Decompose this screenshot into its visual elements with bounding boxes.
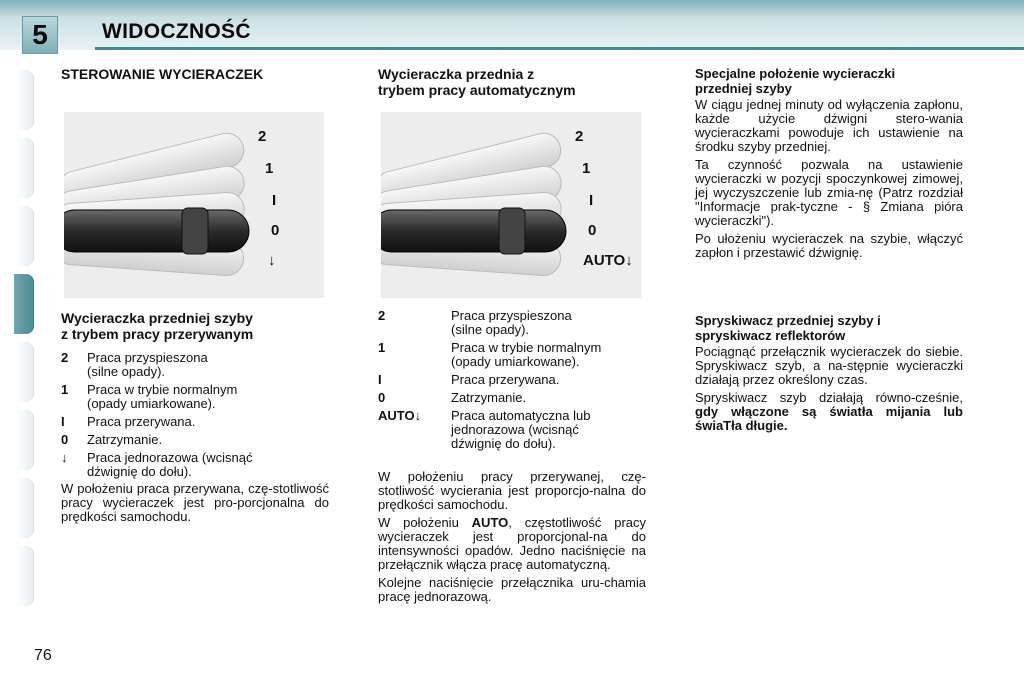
wiper-stalk-illustration-2 xyxy=(381,112,641,298)
text: W położeniu xyxy=(378,515,472,530)
section-title-special-position: przedniej szyby xyxy=(695,81,792,96)
note-text: W położeniu praca przerywana, czę-stotliwość pracy wycieraczek jest pro-porcjonalna do prędkości samochodu. xyxy=(61,481,329,524)
item-text: (opady umiarkowane). xyxy=(87,396,216,411)
section-title-intermittent: z trybem pracy przerywanym xyxy=(61,326,254,342)
section-intermittent xyxy=(61,310,329,342)
paragraph: Kolejne naciśnięcie przełącznika uru-chamia pracę jednorazową. xyxy=(378,575,646,604)
column-1 xyxy=(61,66,329,82)
item-text: Zatrzymanie. xyxy=(451,390,527,405)
section-title-washer: Spryskiwacz przedniej szyby i xyxy=(695,313,881,328)
list-item xyxy=(61,433,329,447)
section-title-intermittent: Wycieraczka przedniej szyby xyxy=(61,310,253,326)
item-text: jednorazowa (wcisnąć xyxy=(451,422,579,437)
item-key: I xyxy=(378,372,382,387)
section-title-automatic: Wycieraczka przednia z xyxy=(378,66,535,82)
wiper-stalk-illustration-1 xyxy=(64,112,324,298)
stalk-position-label: 1 xyxy=(582,160,591,177)
wiper-stalk-auto-icon xyxy=(381,112,641,298)
auto-explanation xyxy=(378,470,646,608)
stalk-position-label: 1 xyxy=(265,160,274,177)
section-title-automatic: trybem pracy automatycznym xyxy=(378,82,576,98)
list-item xyxy=(378,409,646,451)
section-washer xyxy=(695,313,963,343)
item-text: Praca w trybie normalnym xyxy=(451,340,602,355)
chapter-side-tabs xyxy=(14,70,34,615)
side-tab[interactable] xyxy=(14,342,34,402)
paragraph xyxy=(378,516,646,572)
stalk-position-label: 0 xyxy=(271,222,280,239)
side-tab[interactable] xyxy=(14,206,34,266)
paragraph xyxy=(695,391,963,433)
chapter-number-badge: 5 xyxy=(22,16,58,54)
wiper-stalk-icon xyxy=(64,112,324,298)
side-tab-active[interactable] xyxy=(14,274,34,334)
section-title-special-position: Specjalne położenie wycieraczki xyxy=(695,66,896,81)
list-item xyxy=(61,415,329,429)
item-text: Praca jednorazowa (wcisnąć xyxy=(87,450,253,465)
item-text: Praca automatyczna lub xyxy=(451,408,591,423)
stalk-position-label: 2 xyxy=(258,128,267,145)
positions-list-2 xyxy=(378,309,646,455)
side-tab[interactable] xyxy=(14,478,34,538)
list-item xyxy=(61,383,329,411)
paragraph: Po ułożeniu wycieraczek na szybie, włączyć zapłon i przestawić dźwignię. xyxy=(695,231,963,260)
item-text: Praca przerywana. xyxy=(451,372,560,387)
section-title-washer: spryskiwacz reflektorów xyxy=(695,328,846,343)
page-number: 76 xyxy=(34,647,52,664)
item-text: (silne opady). xyxy=(451,322,530,337)
stalk-position-label: AUTO↓ xyxy=(583,252,633,269)
stalk-position-label: I xyxy=(272,192,277,209)
list-item xyxy=(61,351,329,379)
side-tab[interactable] xyxy=(14,546,34,606)
section-title-wiper-controls: STEROWANIE WYCIERACZEK xyxy=(61,66,264,82)
side-tab[interactable] xyxy=(14,410,34,470)
text: , częstotliwość pracy wycieraczek jest proporcjonal-na do intensywności opadów. Jedno naciśnięcie na przełącznik włącza pracę automatyczną. xyxy=(378,515,646,572)
item-key: 0 xyxy=(378,390,386,405)
paragraph: W ciągu jednej minuty od wyłączenia zapłonu, każde użycie dźwigni stero-wania wycieraczkami powoduje ich ustawienie na środku szyby przedniej. xyxy=(695,97,963,154)
list-item xyxy=(378,309,646,337)
stalk-position-label: I xyxy=(589,192,594,209)
item-key: AUTO↓ xyxy=(378,408,422,423)
item-key: 2 xyxy=(61,350,69,365)
item-text: Praca w trybie normalnym xyxy=(87,382,238,397)
item-text: Praca przyspieszona xyxy=(87,350,208,365)
list-item xyxy=(378,391,646,405)
paragraph: W położeniu pracy przerywanej, czę-stotliwość wycierania jest proporcjo-nalna do prędkości samochodu. xyxy=(378,469,646,512)
side-tab[interactable] xyxy=(14,138,34,198)
chapter-title: WIDOCZNOŚĆ xyxy=(102,20,251,43)
note-intermittent xyxy=(61,482,329,528)
side-tab[interactable] xyxy=(14,70,34,130)
column-2 xyxy=(378,66,646,98)
text: Spryskiwacz szyb działają równo-cześnie, xyxy=(695,390,963,405)
item-text: Praca przerywana. xyxy=(87,414,196,429)
list-item xyxy=(378,341,646,369)
header-rule xyxy=(95,47,1024,50)
item-text: dźwignię do dołu). xyxy=(87,464,192,479)
paragraph: Ta czynność pozwala na ustawienie wycieraczki w pozycji spoczynkowej zimowej, jej wyczyszczenie lub zmia-nę (Patrz rozdział "Informacje prak-tyczne - § Zmiana pióra wycieraczki"). xyxy=(695,157,963,228)
positions-list-1 xyxy=(61,351,329,483)
item-text: (silne opady). xyxy=(87,364,166,379)
list-item xyxy=(61,451,329,479)
stalk-position-label: ↓ xyxy=(268,252,276,269)
special-position-text xyxy=(695,98,963,264)
item-key: I xyxy=(61,414,65,429)
item-text: (opady umiarkowane). xyxy=(451,354,580,369)
paragraph: Pociągnąć przełącznik wycieraczek do siebie. Spryskiwacz szyb, a na-stępnie wycieraczki działają przez określony czas. xyxy=(695,344,963,387)
column-3 xyxy=(695,66,963,96)
item-key: 1 xyxy=(378,340,386,355)
item-key: ↓ xyxy=(61,450,68,465)
item-key: 2 xyxy=(378,308,386,323)
item-key: 1 xyxy=(61,382,69,397)
washer-text xyxy=(695,345,963,437)
item-text: dźwignię do dołu). xyxy=(451,436,556,451)
list-item xyxy=(378,373,646,387)
item-key: 0 xyxy=(61,432,69,447)
bold-text: AUTO xyxy=(471,515,509,530)
bold-text: gdy włączone są światła mijania lub świaTła długie. xyxy=(695,404,963,433)
item-text: Praca przyspieszona xyxy=(451,308,572,323)
stalk-position-label: 0 xyxy=(588,222,597,239)
stalk-position-label: 2 xyxy=(575,128,584,145)
item-text: Zatrzymanie. xyxy=(87,432,163,447)
